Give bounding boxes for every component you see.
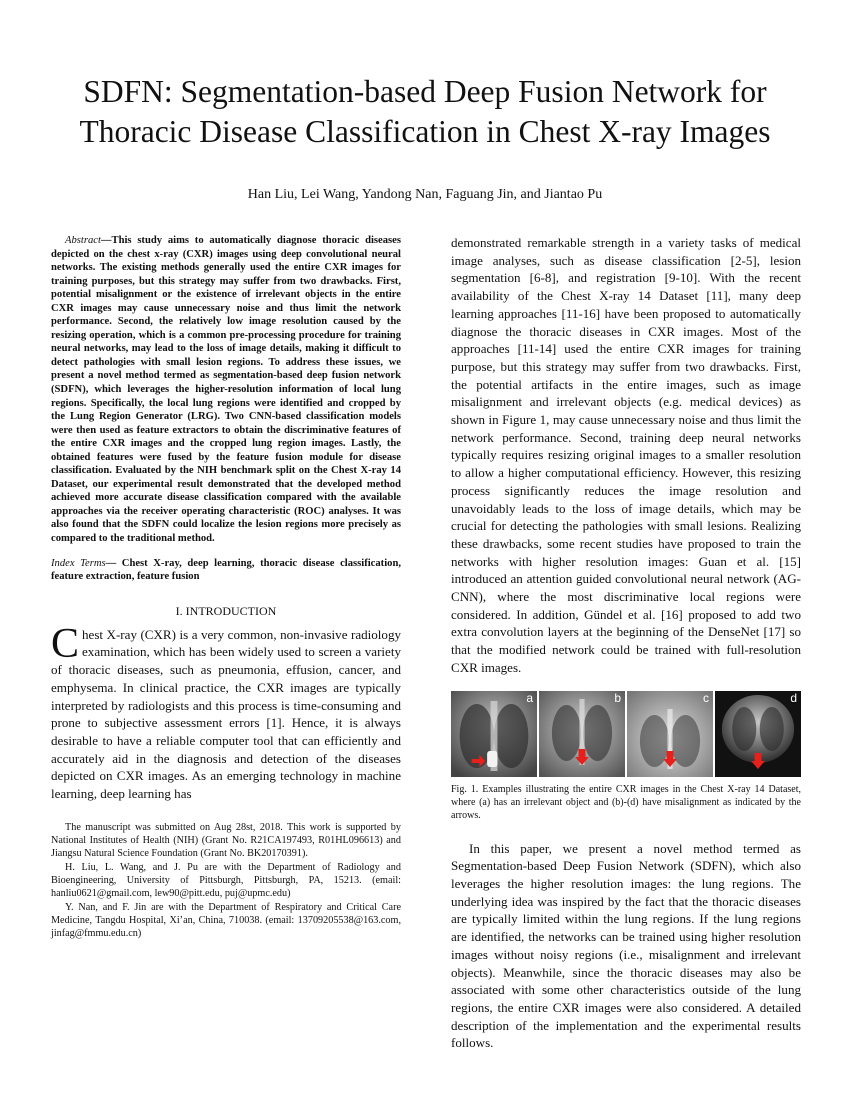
cxr-panel-c <box>627 691 713 777</box>
cxr-panel-b <box>539 691 625 777</box>
cxr-image-c <box>627 691 713 777</box>
cxr-image-a <box>451 691 537 777</box>
right-column <box>451 234 801 1052</box>
panel-label-d: d <box>790 690 797 705</box>
right-paragraph-1: demonstrated remarkable strength in a variety tasks of medical image analyses, such as disease classification [2-5], lesion segmentation [6-8], and registration [9-10]. With the recent availability of the Chest X-ray 14 Dataset [11], many deep learning approaches [11-16] have been proposed to automatically diagnose the thoracic diseases in CXR images. Most of the approaches [11-14] used the entire CXR images for training purpose, but this strategy may suffer from two drawbacks. First, the potential artifacts in the entire images, such as image misalignment and irrelevant objects (e.g. medical devices) as shown in Figure 1, may cause unnecessary noise and thus limit the network performance. Second, training deep neural networks typically requires resizing original images to a smaller resolution to allow a higher computational efficiency. However, this resizing process significantly reduces the image resolution and unavoidably leads to the loss of image details, which may be crucial for detecting the pathologies with small lesions. Realizing these drawbacks, some recent studies have proposed to train the networks with higher resolution images: Guan et al. [15] introduced an attention guided convolutional neural network (AG-CNN), where the most discriminative local regions were considered. In addition, Gündel et al. [16] proposed to add two extra convolution layers at the beginning of the DenseNet [17] so that the modified network could be trained with full-resolution CXR images. <box>451 235 801 675</box>
section-numeral: I. <box>175 603 186 618</box>
title-line-1: SDFN: Segmentation-based Deep Fusion Network for <box>83 74 767 109</box>
index-terms-dash: — <box>105 557 117 569</box>
cxr-panel-a <box>451 691 537 777</box>
abstract-dash: — <box>100 235 112 246</box>
title-line-2: Thoracic Disease Classification in Chest X-ray Images <box>79 114 771 149</box>
abstract-text: This study aims to automatically diagnose thoracic diseases depicted on the chest x-ray (CXR) images using deep convolutional neural networks. The existing methods generally used the entire CXR images for training purposes, but this strategy may suffer from two drawbacks. First, potential misalignment or the existence of irrelevant objects in the entire CXR images may cause unnecessary noise and thus limit the network performance. Second, the relatively low image resolution caused by the resizing operation, which is a common pre-processing procedure for training neural networks, may lead to the loss of image details, making it difficult to detect pathologies with small lesion regions. To address these issues, we present a novel method termed as segmentation-based deep fusion network (SDFN), which leverages the higher-resolution information of local lung regions. Specifically, the local lung regions were identified and cropped by the Lung Region Generator (LRG). Two CNN-based classification models were then used as feature extractors to obtain the discriminative features of the entire CXR images and the cropped lung region images. Lastly, the obtained features were fused by the feature fusion module for disease classification. Evaluated by the NIH benchmark split on the Chest X-ray 14 Dataset, our experimental result demonstrated that the developed method achieved more accurate disease classification compared with the available approaches via the receiver operating characteristic (ROC) analyses. It was also found that the SDFN could localize the lesion regions more precisely as compared to the traditional method. <box>51 235 401 545</box>
footnotes <box>51 821 401 941</box>
cxr-panel-d <box>715 691 801 777</box>
panel-label-a: a <box>526 690 533 705</box>
panel-label-b: b <box>614 690 621 705</box>
index-terms-text: Chest X-ray, deep learning, thoracic disease classification, feature extraction, feature fusion <box>51 557 401 583</box>
panel-label-c: c <box>703 690 709 705</box>
paper-title <box>40 72 810 152</box>
footnote-manuscript: The manuscript was submitted on Aug 28st, 2018. This work is supported by National Institutes of Health (NIH) (Grant No. R21CA197493, R01HL096613) and Jiangsu Natural Science Foundation (Grant No. BK20170391). <box>51 821 401 860</box>
abstract <box>51 234 401 546</box>
left-column <box>51 234 401 940</box>
introduction-text: hest X-ray (CXR) is a very common, non-invasive radiology examination, which has been widely used to screen a variety of thoracic diseases, such as pneumonia, effusion, cancer, and emphysema. In clinical practice, the CXR images are typically interpreted by radiologists and this process is time-consuming and prone to subjective assessment errors [1]. Hence, it is always desirable to have a reliable computer tool that can efficiently and accurately aid in the diagnosis and detection of the diseases depicted on CXR images. As an emerging technology in machine learning, deep learning has <box>51 626 401 802</box>
drop-cap: C <box>51 620 80 667</box>
index-terms-lead: Index Terms <box>51 557 106 569</box>
author-list: Han Liu, Lei Wang, Yandong Nan, Faguang Jin, and Jiantao Pu <box>247 187 603 202</box>
section-title-rest: NTRODUCTION <box>189 603 277 618</box>
abstract-lead: Abstract <box>65 235 101 246</box>
right-paragraph-2: In this paper, we present a novel method termed as Segmentation-based Deep Fusion Network (SDFN), which also leverages the higher resolution images: the lung regions. The underlying idea was inspired by the fact that the thoracic diseases are typically limited within the lung regions. If the lung regions are identified, the networks can be trained using higher resolution images without noisy regions (i.e., misalignment and irrelevant objects). Meanwhile, since the thoracic diseases may also be associated with some other characteristics outside of the lung regions, the entire CXR images were also considered. A detailed description of the implementation and the experimental results follows. <box>451 840 801 1051</box>
section-first-letter: I <box>185 603 190 618</box>
figure-1-caption: Fig. 1. Examples illustrating the entire CXR images in the Chest X-ray 14 Dataset, where (a) has an irrelevant object and (b)-(d) have misalignment as indicated by the arrows. <box>451 783 801 821</box>
introduction-paragraph <box>51 620 401 803</box>
footnote-affiliation-tangdu: Y. Nan, and F. Jin are with the Department of Respiratory and Critical Care Medicine, Tangdu Hospital, Xi’an, China, 710038. (email: 13709205538@163.com, jinfag@fmmu.edu.cn) <box>51 901 401 940</box>
figure-1 <box>451 691 801 777</box>
section-heading-introduction <box>51 604 401 618</box>
cxr-image-d <box>715 691 801 777</box>
footnote-affiliation-pittsburgh: H. Liu, L. Wang, and J. Pu are with the Department of Radiology and Bioengineering, University of Pittsburgh, Pittsburgh, PA, 15213. (email: hanliu0621@gmail.com, lew90@pitt.edu, puj@upmc.edu) <box>51 861 401 900</box>
cxr-image-b <box>539 691 625 777</box>
index-terms <box>51 557 401 584</box>
